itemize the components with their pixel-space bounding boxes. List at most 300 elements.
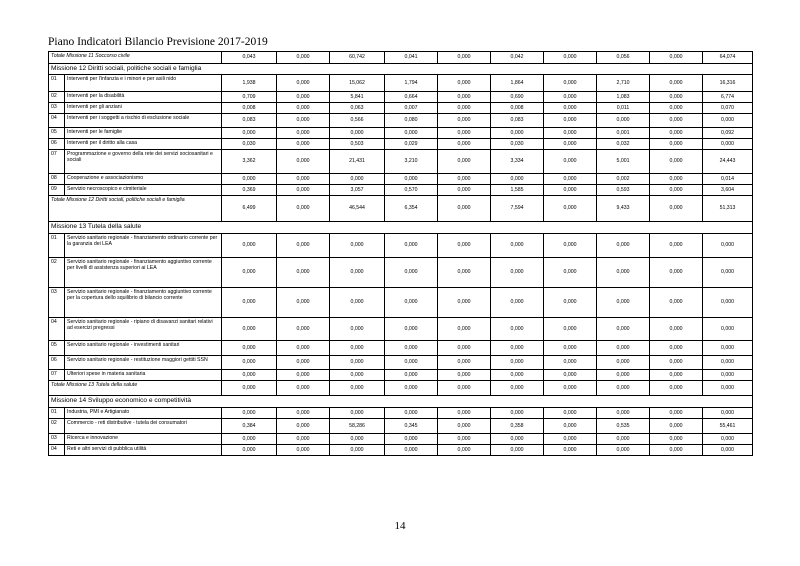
value-cell: 0,000	[438, 258, 491, 288]
value-cell: 0,000	[597, 434, 650, 445]
table-row	[49, 445, 753, 456]
value-cell: 0,000	[438, 52, 491, 64]
value-cell: 0,000	[544, 150, 597, 174]
value-cell: 0,000	[544, 92, 597, 103]
value-cell: 0,000	[544, 174, 597, 185]
program-description: Interventi per gli anziani	[65, 103, 222, 114]
value-cell: 0,000	[277, 434, 330, 445]
value-cell: 0,000	[330, 370, 385, 381]
program-code: 05	[49, 341, 65, 356]
value-cell: 0,000	[277, 150, 330, 174]
value-cell: 2,710	[597, 75, 650, 92]
program-description: Servizio sanitario regionale - restituzione maggiori gettiti SSN	[65, 356, 222, 370]
value-cell: 0,032	[597, 139, 650, 150]
value-cell: 0,000	[544, 139, 597, 150]
value-cell: 0,000	[438, 114, 491, 128]
value-cell: 0,570	[385, 185, 438, 196]
value-cell: 0,000	[277, 52, 330, 64]
value-cell: 0,000	[222, 370, 277, 381]
value-cell: 0,000	[650, 419, 703, 434]
value-cell: 0,000	[544, 318, 597, 341]
indicator-table	[48, 51, 753, 456]
page-number: 14	[394, 520, 406, 532]
table-row	[49, 234, 753, 258]
value-cell: 0,000	[544, 419, 597, 434]
value-cell: 0,000	[438, 419, 491, 434]
value-cell: 0,000	[544, 234, 597, 258]
value-cell: 0,000	[491, 408, 544, 419]
table-row	[49, 75, 753, 92]
value-cell: 0,000	[650, 128, 703, 139]
program-code: 06	[49, 356, 65, 370]
program-code: 02	[49, 258, 65, 288]
value-cell: 0,000	[438, 75, 491, 92]
value-cell: 0,000	[650, 445, 703, 456]
value-cell: 0,000	[491, 370, 544, 381]
value-cell: 0,000	[703, 445, 753, 456]
value-cell: 0,000	[597, 381, 650, 396]
value-cell: 0,000	[544, 370, 597, 381]
value-cell: 60,742	[330, 52, 385, 64]
value-cell: 0,080	[385, 114, 438, 128]
value-cell: 0,000	[330, 445, 385, 456]
value-cell: 0,000	[597, 370, 650, 381]
value-cell: 0,000	[277, 196, 330, 222]
value-cell: 3,057	[330, 185, 385, 196]
total-row	[49, 196, 753, 222]
value-cell: 0,000	[650, 103, 703, 114]
program-description: Servizio necroscopico e cimiteriale	[65, 185, 222, 196]
value-cell: 0,000	[330, 408, 385, 419]
value-cell: 0,030	[222, 139, 277, 150]
value-cell: 0,000	[330, 434, 385, 445]
value-cell: 0,000	[385, 381, 438, 396]
value-cell: 0,030	[491, 139, 544, 150]
value-cell: 0,000	[650, 185, 703, 196]
table-row	[49, 92, 753, 103]
value-cell: 0,000	[544, 258, 597, 288]
value-cell: 0,000	[277, 185, 330, 196]
program-description: Ricerca e innovazione	[65, 434, 222, 445]
value-cell: 0,000	[703, 381, 753, 396]
value-cell: 0,000	[491, 445, 544, 456]
value-cell: 0,092	[703, 128, 753, 139]
value-cell: 0,000	[438, 150, 491, 174]
value-cell: 0,000	[597, 356, 650, 370]
value-cell: 0,000	[597, 408, 650, 419]
value-cell: 0,000	[491, 434, 544, 445]
value-cell: 0,000	[222, 318, 277, 341]
value-cell: 0,000	[438, 174, 491, 185]
value-cell: 0,000	[330, 258, 385, 288]
value-cell: 0,000	[222, 258, 277, 288]
value-cell: 0,000	[277, 341, 330, 356]
value-cell: 7,594	[491, 196, 544, 222]
value-cell: 0,000	[385, 128, 438, 139]
value-cell: 0,000	[330, 381, 385, 396]
value-cell: 0,000	[438, 139, 491, 150]
value-cell: 0,056	[597, 52, 650, 64]
value-cell: 0,000	[703, 370, 753, 381]
program-description: Interventi per le famiglie	[65, 128, 222, 139]
value-cell: 0,000	[703, 318, 753, 341]
value-cell: 0,000	[222, 341, 277, 356]
value-cell: 0,000	[385, 288, 438, 318]
value-cell: 3,362	[222, 150, 277, 174]
value-cell: 21,431	[330, 150, 385, 174]
total-row	[49, 381, 753, 396]
value-cell: 0,000	[650, 114, 703, 128]
program-description: Reti e altri servizi di pubblica utilità	[65, 445, 222, 456]
value-cell: 0,000	[438, 370, 491, 381]
value-cell: 1,938	[222, 75, 277, 92]
value-cell: 0,000	[491, 234, 544, 258]
value-cell: 0,000	[330, 318, 385, 341]
total-label: Totale Missione 13 Tutela della salute	[49, 381, 222, 396]
program-description: Interventi per la disabilità	[65, 92, 222, 103]
value-cell: 0,000	[597, 234, 650, 258]
table-row	[49, 128, 753, 139]
value-cell: 0,345	[385, 419, 438, 434]
table-row	[49, 185, 753, 196]
value-cell: 0,000	[222, 356, 277, 370]
table-row	[49, 258, 753, 288]
program-description: Industria, PMI e Artigianato	[65, 408, 222, 419]
value-cell: 0,000	[650, 408, 703, 419]
value-cell: 6,354	[385, 196, 438, 222]
value-cell: 0,000	[385, 370, 438, 381]
value-cell: 0,029	[385, 139, 438, 150]
value-cell: 0,384	[222, 419, 277, 434]
value-cell: 0,000	[650, 318, 703, 341]
value-cell: 3,334	[491, 150, 544, 174]
value-cell: 0,000	[222, 128, 277, 139]
value-cell: 0,014	[703, 174, 753, 185]
program-code: 03	[49, 103, 65, 114]
value-cell: 0,000	[491, 174, 544, 185]
value-cell: 0,000	[544, 52, 597, 64]
value-cell: 0,000	[650, 52, 703, 64]
program-code: 04	[49, 445, 65, 456]
value-cell: 0,041	[385, 52, 438, 64]
program-description: Servizio sanitario regionale - finanziamento ordinario corrente per la garanzia dei LEA	[65, 234, 222, 258]
value-cell: 3,210	[385, 150, 438, 174]
value-cell: 0,000	[330, 356, 385, 370]
value-cell: 0,000	[385, 341, 438, 356]
program-code: 03	[49, 434, 65, 445]
program-description: Interventi per i soggetti a rischio di esclusione sociale	[65, 114, 222, 128]
table-row	[49, 318, 753, 341]
value-cell: 0,000	[703, 234, 753, 258]
value-cell: 0,000	[650, 174, 703, 185]
value-cell: 0,000	[544, 356, 597, 370]
value-cell: 0,000	[491, 258, 544, 288]
value-cell: 0,007	[385, 103, 438, 114]
value-cell: 0,000	[438, 341, 491, 356]
value-cell: 24,443	[703, 150, 753, 174]
mission-header-row	[49, 64, 753, 75]
value-cell: 0,000	[650, 75, 703, 92]
value-cell: 0,063	[330, 103, 385, 114]
value-cell: 0,000	[544, 408, 597, 419]
value-cell: 0,000	[438, 381, 491, 396]
value-cell: 0,000	[438, 196, 491, 222]
table-row	[49, 103, 753, 114]
value-cell: 0,042	[491, 52, 544, 64]
value-cell: 0,000	[544, 128, 597, 139]
program-description: Servizio sanitario regionale - ripiano di disavanzi sanitari relativi ad esercizi pregressi	[65, 318, 222, 341]
value-cell: 0,000	[650, 341, 703, 356]
value-cell: 0,000	[491, 318, 544, 341]
value-cell: 0,000	[277, 445, 330, 456]
value-cell: 0,083	[222, 114, 277, 128]
value-cell: 0,000	[597, 258, 650, 288]
value-cell: 16,316	[703, 75, 753, 92]
value-cell: 0,000	[438, 128, 491, 139]
value-cell: 0,000	[277, 258, 330, 288]
value-cell: 0,000	[438, 445, 491, 456]
value-cell: 0,000	[438, 288, 491, 318]
mission-header-row	[49, 222, 753, 234]
value-cell: 0,000	[385, 408, 438, 419]
total-row	[49, 52, 753, 64]
table-row	[49, 419, 753, 434]
value-cell: 0,000	[277, 234, 330, 258]
program-description: Interventi per l'infanzia e i minori e per asili nido	[65, 75, 222, 92]
value-cell: 0,000	[330, 174, 385, 185]
value-cell: 0,000	[544, 341, 597, 356]
value-cell: 0,000	[385, 174, 438, 185]
value-cell: 0,000	[438, 318, 491, 341]
program-code: 03	[49, 288, 65, 318]
value-cell: 0,000	[330, 234, 385, 258]
value-cell: 0,000	[438, 92, 491, 103]
mission-title: Missione 14 Sviluppo economico e competitività	[49, 396, 753, 408]
value-cell: 6,499	[222, 196, 277, 222]
table-row	[49, 139, 753, 150]
value-cell: 0,002	[597, 174, 650, 185]
program-description: Commercio - reti distributive - tutela dei consumatori	[65, 419, 222, 434]
program-description: Servizio sanitario regionale - investimenti sanitari	[65, 341, 222, 356]
value-cell: 0,000	[277, 288, 330, 318]
value-cell: 0,083	[491, 114, 544, 128]
table-row	[49, 408, 753, 419]
program-description: Servizio sanitario regionale - finanziamento aggiuntivo corrente per la copertura dello squilibrio di bilancio corrente	[65, 288, 222, 318]
program-code: 04	[49, 318, 65, 341]
value-cell: 0,000	[597, 341, 650, 356]
value-cell: 0,000	[330, 288, 385, 318]
table-row	[49, 341, 753, 356]
value-cell: 0,000	[544, 288, 597, 318]
value-cell: 0,000	[277, 318, 330, 341]
value-cell: 0,008	[222, 103, 277, 114]
value-cell: 0,000	[544, 114, 597, 128]
value-cell: 0,000	[597, 114, 650, 128]
value-cell: 0,008	[491, 103, 544, 114]
value-cell: 0,000	[650, 139, 703, 150]
value-cell: 0,043	[222, 52, 277, 64]
value-cell: 0,000	[277, 356, 330, 370]
value-cell: 0,000	[438, 103, 491, 114]
value-cell: 0,000	[544, 103, 597, 114]
value-cell: 0,000	[703, 341, 753, 356]
value-cell: 3,604	[703, 185, 753, 196]
value-cell: 0,000	[491, 381, 544, 396]
value-cell: 0,000	[438, 234, 491, 258]
table-row	[49, 150, 753, 174]
value-cell: 0,000	[544, 196, 597, 222]
program-code: 07	[49, 150, 65, 174]
value-cell: 0,000	[491, 356, 544, 370]
program-code: 05	[49, 128, 65, 139]
value-cell: 0,000	[491, 128, 544, 139]
value-cell: 0,000	[330, 128, 385, 139]
value-cell: 0,000	[650, 288, 703, 318]
program-description: Interventi per il diritto alla casa	[65, 139, 222, 150]
program-description: Servizio sanitario regionale - finanziamento aggiuntivo corrente per livelli di assistenza superiori ai LEA	[65, 258, 222, 288]
value-cell: 0,000	[277, 419, 330, 434]
table-body	[49, 52, 753, 456]
value-cell: 0,001	[597, 128, 650, 139]
value-cell: 0,011	[597, 103, 650, 114]
value-cell: 0,000	[277, 381, 330, 396]
program-description: Ulteriori spese in materia sanitaria	[65, 370, 222, 381]
program-code: 09	[49, 185, 65, 196]
value-cell: 0,000	[222, 381, 277, 396]
mission-header-row	[49, 396, 753, 408]
value-cell: 0,000	[385, 234, 438, 258]
value-cell: 0,000	[277, 75, 330, 92]
program-code: 01	[49, 75, 65, 92]
value-cell: 0,000	[597, 288, 650, 318]
value-cell: 0,503	[330, 139, 385, 150]
value-cell: 0,000	[385, 445, 438, 456]
program-description: Programmazione e governo della rete dei servizi sociosanitari e sociali	[65, 150, 222, 174]
value-cell: 0,000	[222, 445, 277, 456]
value-cell: 0,593	[597, 185, 650, 196]
value-cell: 0,000	[330, 341, 385, 356]
value-cell: 58,286	[330, 419, 385, 434]
total-label: Totale Missione 11 Soccorso civile	[49, 52, 222, 64]
program-code: 01	[49, 234, 65, 258]
value-cell: 64,074	[703, 52, 753, 64]
value-cell: 0,000	[650, 196, 703, 222]
value-cell: 0,000	[385, 318, 438, 341]
mission-title: Missione 12 Diritti sociali, politiche sociali e famiglia	[49, 64, 753, 75]
value-cell: 0,000	[385, 434, 438, 445]
table-row	[49, 288, 753, 318]
value-cell: 0,000	[703, 288, 753, 318]
value-cell: 0,000	[222, 234, 277, 258]
value-cell: 0,000	[703, 114, 753, 128]
value-cell: 0,000	[650, 234, 703, 258]
value-cell: 0,000	[277, 103, 330, 114]
value-cell: 0,000	[491, 341, 544, 356]
value-cell: 0,000	[438, 434, 491, 445]
value-cell: 0,000	[222, 174, 277, 185]
value-cell: 0,000	[277, 174, 330, 185]
value-cell: 0,358	[491, 419, 544, 434]
value-cell: 0,000	[222, 288, 277, 318]
value-cell: 0,000	[650, 434, 703, 445]
value-cell: 0,000	[277, 139, 330, 150]
value-cell: 51,313	[703, 196, 753, 222]
value-cell: 1,585	[491, 185, 544, 196]
value-cell: 0,000	[277, 408, 330, 419]
value-cell: 0,000	[491, 288, 544, 318]
value-cell: 0,000	[650, 381, 703, 396]
value-cell: 0,690	[491, 92, 544, 103]
page-header: Piano Indicatori Bilancio Previsione 2017-2019	[48, 36, 268, 48]
program-code: 08	[49, 174, 65, 185]
value-cell: 0,000	[650, 92, 703, 103]
program-description: Cooperazione e associazionismo	[65, 174, 222, 185]
value-cell: 5,841	[330, 92, 385, 103]
table-row	[49, 434, 753, 445]
program-code: 02	[49, 92, 65, 103]
value-cell: 0,000	[438, 408, 491, 419]
value-cell: 0,000	[703, 139, 753, 150]
program-code: 07	[49, 370, 65, 381]
value-cell: 46,544	[330, 196, 385, 222]
value-cell: 0,000	[222, 434, 277, 445]
table-row	[49, 114, 753, 128]
value-cell: 0,664	[385, 92, 438, 103]
value-cell: 0,000	[650, 356, 703, 370]
table-row	[49, 370, 753, 381]
value-cell: 0,000	[438, 185, 491, 196]
value-cell: 6,774	[703, 92, 753, 103]
value-cell: 1,794	[385, 75, 438, 92]
value-cell: 0,000	[650, 370, 703, 381]
value-cell: 0,000	[703, 356, 753, 370]
value-cell: 0,000	[438, 356, 491, 370]
program-code: 01	[49, 408, 65, 419]
value-cell: 0,000	[277, 128, 330, 139]
program-code: 04	[49, 114, 65, 128]
value-cell: 0,000	[597, 318, 650, 341]
value-cell: 0,000	[277, 92, 330, 103]
program-code: 02	[49, 419, 65, 434]
value-cell: 0,000	[277, 114, 330, 128]
value-cell: 5,001	[597, 150, 650, 174]
value-cell: 15,062	[330, 75, 385, 92]
value-cell: 0,000	[385, 356, 438, 370]
value-cell: 55,461	[703, 419, 753, 434]
value-cell: 0,000	[544, 381, 597, 396]
value-cell: 9,433	[597, 196, 650, 222]
value-cell: 0,000	[277, 370, 330, 381]
value-cell: 1,083	[597, 92, 650, 103]
value-cell: 0,000	[385, 258, 438, 288]
value-cell: 0,000	[597, 445, 650, 456]
value-cell: 0,000	[222, 408, 277, 419]
total-label: Totale Missione 12 Diritti sociali, politiche sociali e famiglia	[49, 196, 222, 222]
value-cell: 0,000	[544, 434, 597, 445]
value-cell: 0,000	[703, 434, 753, 445]
value-cell: 0,000	[544, 185, 597, 196]
value-cell: 0,000	[703, 258, 753, 288]
value-cell: 0,566	[330, 114, 385, 128]
table-row	[49, 356, 753, 370]
value-cell: 0,000	[544, 75, 597, 92]
value-cell: 0,709	[222, 92, 277, 103]
value-cell: 0,369	[222, 185, 277, 196]
value-cell: 0,000	[650, 258, 703, 288]
value-cell: 0,000	[650, 150, 703, 174]
value-cell: 0,070	[703, 103, 753, 114]
mission-title: Missione 13 Tutela della salute	[49, 222, 753, 234]
